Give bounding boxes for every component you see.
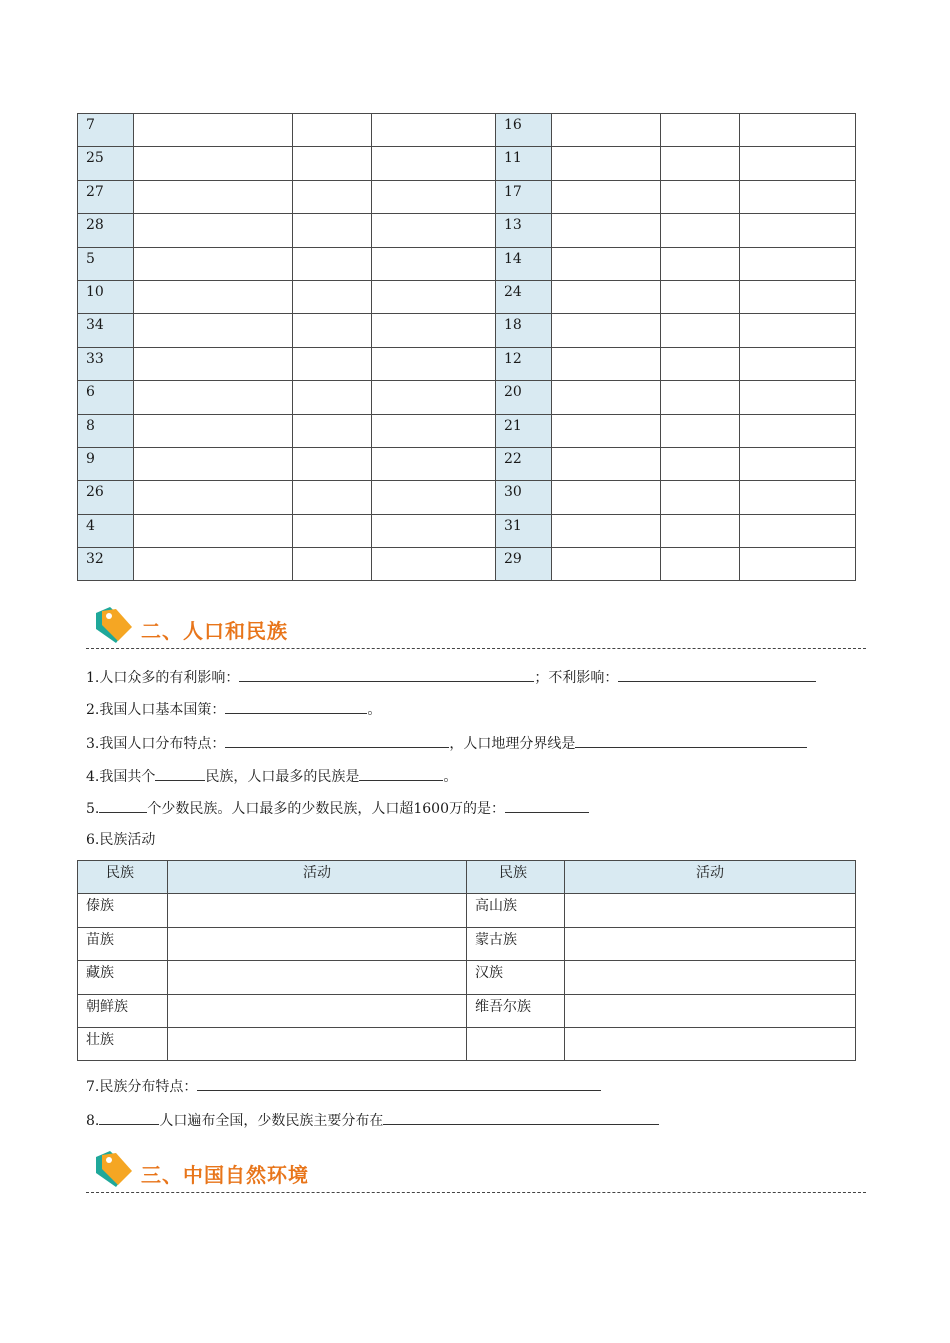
ethnic-name: [467, 1027, 565, 1060]
answer-cell[interactable]: [293, 314, 372, 347]
answer-cell[interactable]: [661, 247, 740, 280]
table-row: [78, 961, 856, 994]
row-number: 6: [78, 381, 134, 414]
answer-cell[interactable]: [134, 180, 293, 213]
question-4: [86, 765, 457, 787]
answer-cell[interactable]: [552, 481, 661, 514]
answer-blank[interactable]: [197, 1075, 601, 1091]
header-ethnic: 民族: [467, 861, 565, 894]
price-tag-icon: [90, 1147, 134, 1191]
activity-cell[interactable]: [168, 894, 467, 927]
header-activity: 活动: [565, 861, 856, 894]
row-number: 9: [78, 447, 134, 480]
table-row: [78, 147, 856, 180]
table-row: [78, 314, 856, 347]
answer-cell[interactable]: [740, 481, 856, 514]
answer-cell[interactable]: [134, 481, 293, 514]
q4-end: 。: [443, 769, 458, 785]
answer-cell[interactable]: [740, 247, 856, 280]
q5-mid: 个少数民族。人口最多的少数民族，人口超1600万的是：: [147, 801, 505, 817]
row-number: 5: [78, 247, 134, 280]
answer-cell[interactable]: [740, 280, 856, 313]
answer-cell[interactable]: [134, 214, 293, 247]
answer-cell[interactable]: [372, 247, 496, 280]
ethnic-name: 傣族: [78, 894, 168, 927]
answer-cell[interactable]: [134, 548, 293, 581]
row-number: 26: [78, 481, 134, 514]
number-table: [77, 113, 856, 581]
answer-cell[interactable]: [552, 114, 661, 147]
ethnic-name: 壮族: [78, 1027, 168, 1060]
row-number: 24: [496, 280, 552, 313]
q6-label: 6.民族活动: [86, 832, 156, 848]
answer-cell[interactable]: [134, 280, 293, 313]
answer-cell[interactable]: [372, 447, 496, 480]
answer-cell[interactable]: [552, 247, 661, 280]
row-number: 16: [496, 114, 552, 147]
question-6: [86, 830, 155, 850]
answer-cell[interactable]: [661, 514, 740, 547]
answer-cell[interactable]: [740, 381, 856, 414]
table-row: [78, 280, 856, 313]
q4-label: 4.我国共个: [86, 769, 156, 785]
question-8: [86, 1109, 659, 1131]
row-number: 10: [78, 280, 134, 313]
answer-cell[interactable]: [134, 381, 293, 414]
answer-cell[interactable]: [740, 347, 856, 380]
section-title: 二、人口和民族: [141, 619, 288, 643]
answer-cell[interactable]: [293, 481, 372, 514]
row-number: 27: [78, 180, 134, 213]
activity-cell[interactable]: [168, 927, 467, 960]
row-number: 32: [78, 548, 134, 581]
answer-blank[interactable]: [383, 1109, 659, 1125]
ethnic-name: 汉族: [467, 961, 565, 994]
table-row: [78, 927, 856, 960]
table-row: [78, 894, 856, 927]
answer-cell[interactable]: [661, 114, 740, 147]
activity-cell[interactable]: [168, 961, 467, 994]
answer-cell[interactable]: [372, 180, 496, 213]
ethnic-name: 苗族: [78, 927, 168, 960]
question-2: [86, 698, 381, 720]
answer-cell[interactable]: [740, 114, 856, 147]
answer-cell[interactable]: [740, 414, 856, 447]
answer-cell[interactable]: [372, 548, 496, 581]
table-row: [78, 994, 856, 1027]
answer-cell[interactable]: [552, 214, 661, 247]
table-row: [78, 481, 856, 514]
q8-mid: 人口遍布全国，少数民族主要分布在: [159, 1113, 384, 1129]
answer-blank[interactable]: [155, 765, 205, 781]
activity-cell[interactable]: [565, 994, 856, 1027]
section-title: 三、中国自然环境: [141, 1163, 309, 1187]
row-number: 31: [496, 514, 552, 547]
answer-cell[interactable]: [372, 347, 496, 380]
answer-cell[interactable]: [552, 147, 661, 180]
answer-blank[interactable]: [225, 698, 367, 714]
row-number: 4: [78, 514, 134, 547]
answer-cell[interactable]: [372, 114, 496, 147]
row-number: 30: [496, 481, 552, 514]
row-number: 18: [496, 314, 552, 347]
answer-cell[interactable]: [372, 414, 496, 447]
activity-cell[interactable]: [565, 1027, 856, 1060]
row-number: 21: [496, 414, 552, 447]
table-row: [78, 180, 856, 213]
answer-cell[interactable]: [740, 514, 856, 547]
answer-cell[interactable]: [293, 114, 372, 147]
table-row: [78, 1027, 856, 1060]
answer-cell[interactable]: [372, 381, 496, 414]
answer-cell[interactable]: [372, 481, 496, 514]
question-1: [86, 666, 816, 688]
answer-cell[interactable]: [372, 147, 496, 180]
answer-cell[interactable]: [134, 447, 293, 480]
answer-cell[interactable]: [372, 214, 496, 247]
row-number: 7: [78, 114, 134, 147]
answer-cell[interactable]: [661, 447, 740, 480]
answer-cell[interactable]: [293, 548, 372, 581]
row-number: 22: [496, 447, 552, 480]
row-number: 29: [496, 548, 552, 581]
q1-label: 1.人口众多的有利影响：: [86, 670, 240, 686]
table-header-row: [78, 861, 856, 894]
answer-cell[interactable]: [740, 214, 856, 247]
answer-cell[interactable]: [552, 447, 661, 480]
answer-cell[interactable]: [552, 414, 661, 447]
answer-cell[interactable]: [552, 180, 661, 213]
table-row: [78, 447, 856, 480]
answer-cell[interactable]: [740, 548, 856, 581]
answer-cell[interactable]: [293, 147, 372, 180]
answer-blank[interactable]: [505, 797, 589, 813]
answer-cell[interactable]: [661, 147, 740, 180]
answer-cell[interactable]: [740, 147, 856, 180]
activity-cell[interactable]: [565, 894, 856, 927]
answer-blank[interactable]: [575, 732, 807, 748]
answer-cell[interactable]: [134, 314, 293, 347]
answer-cell[interactable]: [552, 381, 661, 414]
answer-cell[interactable]: [740, 314, 856, 347]
table-row: [78, 114, 856, 147]
dashed-divider: [86, 1192, 866, 1193]
answer-blank[interactable]: [359, 765, 443, 781]
answer-cell[interactable]: [661, 214, 740, 247]
answer-cell[interactable]: [552, 548, 661, 581]
activity-cell[interactable]: [168, 994, 467, 1027]
table-row: [78, 381, 856, 414]
row-number: 28: [78, 214, 134, 247]
answer-cell[interactable]: [293, 214, 372, 247]
dashed-divider: [86, 648, 866, 649]
ethnic-name: 朝鲜族: [78, 994, 168, 1027]
answer-cell[interactable]: [740, 447, 856, 480]
answer-cell[interactable]: [134, 514, 293, 547]
answer-cell[interactable]: [552, 280, 661, 313]
question-5: [86, 797, 589, 819]
question-3: [86, 732, 807, 754]
answer-cell[interactable]: [661, 347, 740, 380]
q1-mid: ；不利影响：: [534, 670, 619, 686]
answer-cell[interactable]: [552, 314, 661, 347]
q8-label: 8.: [86, 1113, 100, 1129]
q3-mid: ，人口地理分界线是: [449, 736, 576, 752]
answer-blank[interactable]: [99, 1109, 159, 1125]
answer-cell[interactable]: [293, 347, 372, 380]
answer-cell[interactable]: [134, 114, 293, 147]
answer-blank[interactable]: [225, 732, 449, 748]
answer-cell[interactable]: [372, 280, 496, 313]
answer-cell[interactable]: [740, 180, 856, 213]
q4-mid: 民族，人口最多的民族是: [205, 769, 360, 785]
row-number: 12: [496, 347, 552, 380]
activity-cell[interactable]: [565, 961, 856, 994]
ethnic-name: 藏族: [78, 961, 168, 994]
answer-cell[interactable]: [293, 514, 372, 547]
header-activity: 活动: [168, 861, 467, 894]
answer-cell[interactable]: [661, 481, 740, 514]
row-number: 25: [78, 147, 134, 180]
q3-label: 3.我国人口分布特点：: [86, 736, 226, 752]
answer-cell[interactable]: [661, 314, 740, 347]
activity-cell[interactable]: [168, 1027, 467, 1060]
answer-blank[interactable]: [618, 666, 816, 682]
price-tag-icon: [90, 603, 134, 647]
row-number: 20: [496, 381, 552, 414]
answer-cell[interactable]: [293, 280, 372, 313]
answer-cell[interactable]: [661, 414, 740, 447]
q5-label: 5.: [86, 801, 100, 817]
answer-cell[interactable]: [293, 381, 372, 414]
answer-cell[interactable]: [661, 180, 740, 213]
answer-cell[interactable]: [134, 247, 293, 280]
table-row: [78, 347, 856, 380]
ethnic-activity-table: [77, 860, 856, 1061]
answer-cell[interactable]: [293, 447, 372, 480]
answer-cell[interactable]: [293, 414, 372, 447]
table-row: [78, 414, 856, 447]
answer-cell[interactable]: [661, 548, 740, 581]
header-ethnic: 民族: [78, 861, 168, 894]
ethnic-name: 维吾尔族: [467, 994, 565, 1027]
table-row: [78, 247, 856, 280]
activity-cell[interactable]: [565, 927, 856, 960]
q7-label: 7.民族分布特点：: [86, 1079, 198, 1095]
answer-cell[interactable]: [134, 414, 293, 447]
section-heading-nature: [90, 1147, 866, 1197]
ethnic-name: 高山族: [467, 894, 565, 927]
answer-cell[interactable]: [372, 314, 496, 347]
answer-cell[interactable]: [372, 514, 496, 547]
table-row: [78, 214, 856, 247]
answer-cell[interactable]: [293, 247, 372, 280]
answer-cell[interactable]: [134, 147, 293, 180]
row-number: 14: [496, 247, 552, 280]
ethnic-name: 蒙古族: [467, 927, 565, 960]
answer-cell[interactable]: [661, 381, 740, 414]
row-number: 13: [496, 214, 552, 247]
answer-cell[interactable]: [293, 180, 372, 213]
section-heading-population: [90, 603, 866, 653]
table-row: [78, 548, 856, 581]
row-number: 34: [78, 314, 134, 347]
row-number: 33: [78, 347, 134, 380]
answer-blank[interactable]: [99, 797, 147, 813]
answer-cell[interactable]: [552, 347, 661, 380]
answer-cell[interactable]: [661, 280, 740, 313]
answer-cell[interactable]: [552, 514, 661, 547]
row-number: 11: [496, 147, 552, 180]
answer-cell[interactable]: [134, 347, 293, 380]
q2-label: 2.我国人口基本国策：: [86, 702, 226, 718]
answer-blank[interactable]: [239, 666, 534, 682]
table-row: [78, 514, 856, 547]
row-number: 8: [78, 414, 134, 447]
q2-end: 。: [367, 702, 382, 718]
question-7: [86, 1075, 601, 1097]
row-number: 17: [496, 180, 552, 213]
